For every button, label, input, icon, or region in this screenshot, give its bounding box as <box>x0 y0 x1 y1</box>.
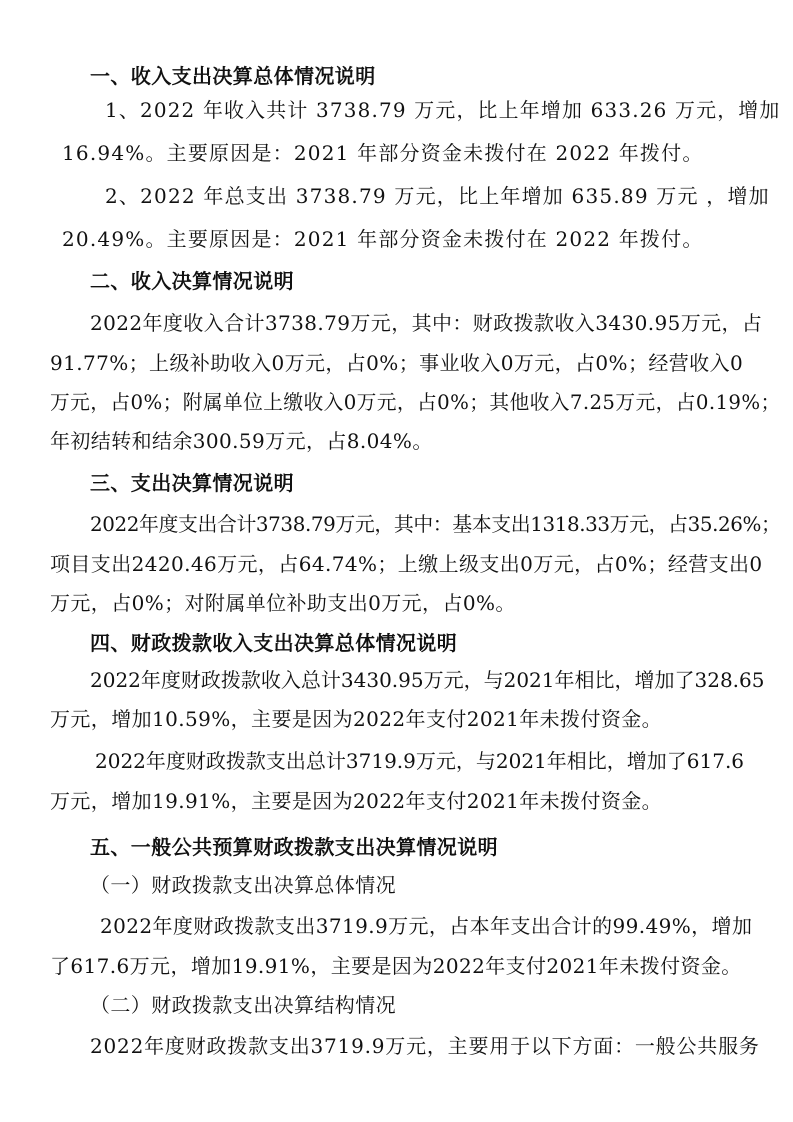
section3-p1-line2: 项目支出2420.46万元，占64.74%；上缴上级支出0万元，占0%；经营支出0 <box>50 552 763 576</box>
section5-sub2-heading: （二）财政拨款支出决算结构情况 <box>90 993 396 1017</box>
section4-heading: 四、财政拨款收入支出决算总体情况说明 <box>90 631 458 655</box>
section1-p1-line1: 1、2022 年收入共计 3738.79 万元，比上年增加 633.26 万元，增加 <box>105 98 781 122</box>
section5-heading: 五、一般公共预算财政拨款支出决算情况说明 <box>90 835 498 859</box>
section1-p2-line2: 20.49%。主要原因是：2021 年部分资金未拨付在 2022 年拨付。 <box>62 227 704 251</box>
section4-p1-line1: 2022年度财政拨款收入总计3430.95万元，与2021年相比，增加了328.65 <box>90 668 765 692</box>
section3-heading: 三、支出决算情况说明 <box>90 471 294 495</box>
section1-p2-line1: 2、2022 年总支出 3738.79 万元，比上年增加 635.89 万元 ，增加 <box>105 184 770 208</box>
section1-heading: 一、收入支出决算总体情况说明 <box>90 64 376 88</box>
section5-sub1-line2: 了617.6万元，增加19.91%，主要是因为2022年支付2021年未拨付资金。 <box>50 954 742 978</box>
section2-p1-line2: 91.77%；上级补助收入0万元，占0%；事业收入0万元，占0%；经营收入0 <box>50 351 744 375</box>
section2-heading: 二、收入决算情况说明 <box>90 269 294 293</box>
section4-p2-line1: 2022年度财政拨款支出总计3719.9万元，与2021年相比，增加了617.6 <box>95 749 745 773</box>
section4-p2-line2: 万元，增加19.91%，主要是因为2022年支付2021年未拨付资金。 <box>50 789 663 813</box>
section3-p1-line3: 万元，占0%；对附属单位补助支出0万元，占0%。 <box>50 591 516 615</box>
section1-p1-line2: 16.94%。主要原因是：2021 年部分资金未拨付在 2022 年拨付。 <box>62 141 704 165</box>
section4-p1-line2: 万元，增加10.59%，主要是因为2022年支付2021年未拨付资金。 <box>50 707 663 731</box>
section5-sub2-line1: 2022年度财政拨款支出3719.9万元，主要用于以下方面：一般公共服务 <box>90 1034 760 1058</box>
section2-p1-line3: 万元，占0%；附属单位上缴收入0万元，占0%；其他收入7.25万元，占0.19%； <box>50 390 781 414</box>
section3-p1-line1: 2022年度支出合计3738.79万元，其中：基本支出1318.33万元，占35.26%； <box>90 512 781 536</box>
section2-p1-line4: 年初结转和结余300.59万元，占8.04%。 <box>50 429 433 453</box>
section2-p1-line1: 2022年度收入合计3738.79万元，其中：财政拨款收入3430.95万元，占 <box>90 311 763 335</box>
section5-sub1-heading: （一）财政拨款支出决算总体情况 <box>90 873 396 897</box>
section5-sub1-line1: 2022年度财政拨款支出3719.9万元，占本年支出合计的99.49%，增加 <box>100 914 753 938</box>
